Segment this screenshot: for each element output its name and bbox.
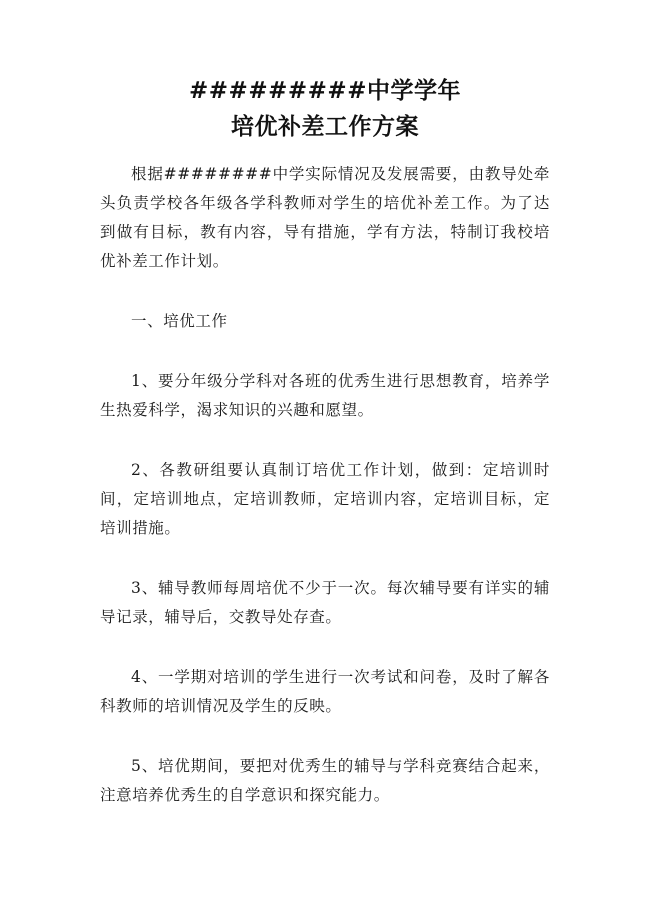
document-title [0,76,650,142]
document-body [100,160,550,841]
title-line-1: #########中学学年 [189,78,461,104]
list-item: 1、要分年级分学科对各班的优秀生进行思想教育，培养学生热爱科学，渴求知识的兴趣和愿望。 [100,372,550,419]
list-item: 3、辅导教师每周培优不少于一次。每次辅导要有详实的辅导记录，辅导后，交教导处存查。 [100,579,550,626]
section-heading: 一、培优工作 [131,312,228,330]
list-item: 4、一学期对培训的学生进行一次考试和问卷，及时了解各科教师的培训情况及学生的反映。 [100,668,550,715]
title-line-2: 培优补差工作方案 [231,114,419,140]
intro-paragraph: 根据########中学实际情况及发展需要，由教导处牵头负责学校各年级各学科教师对学生的培优补差工作。为了达到做有目标，教有内容，导有措施，学有方法，特制订我校培优补差工作计划。 [100,165,550,270]
list-item: 5、培优期间，要把对优秀生的辅导与学科竞赛结合起来，注意培养优秀生的自学意识和探究能力。 [100,757,550,804]
list-item: 2、各教研组要认真制订培优工作计划，做到：定培训时间，定培训地点，定培训教师，定培训内容，定培训目标，定培训措施。 [100,461,550,537]
